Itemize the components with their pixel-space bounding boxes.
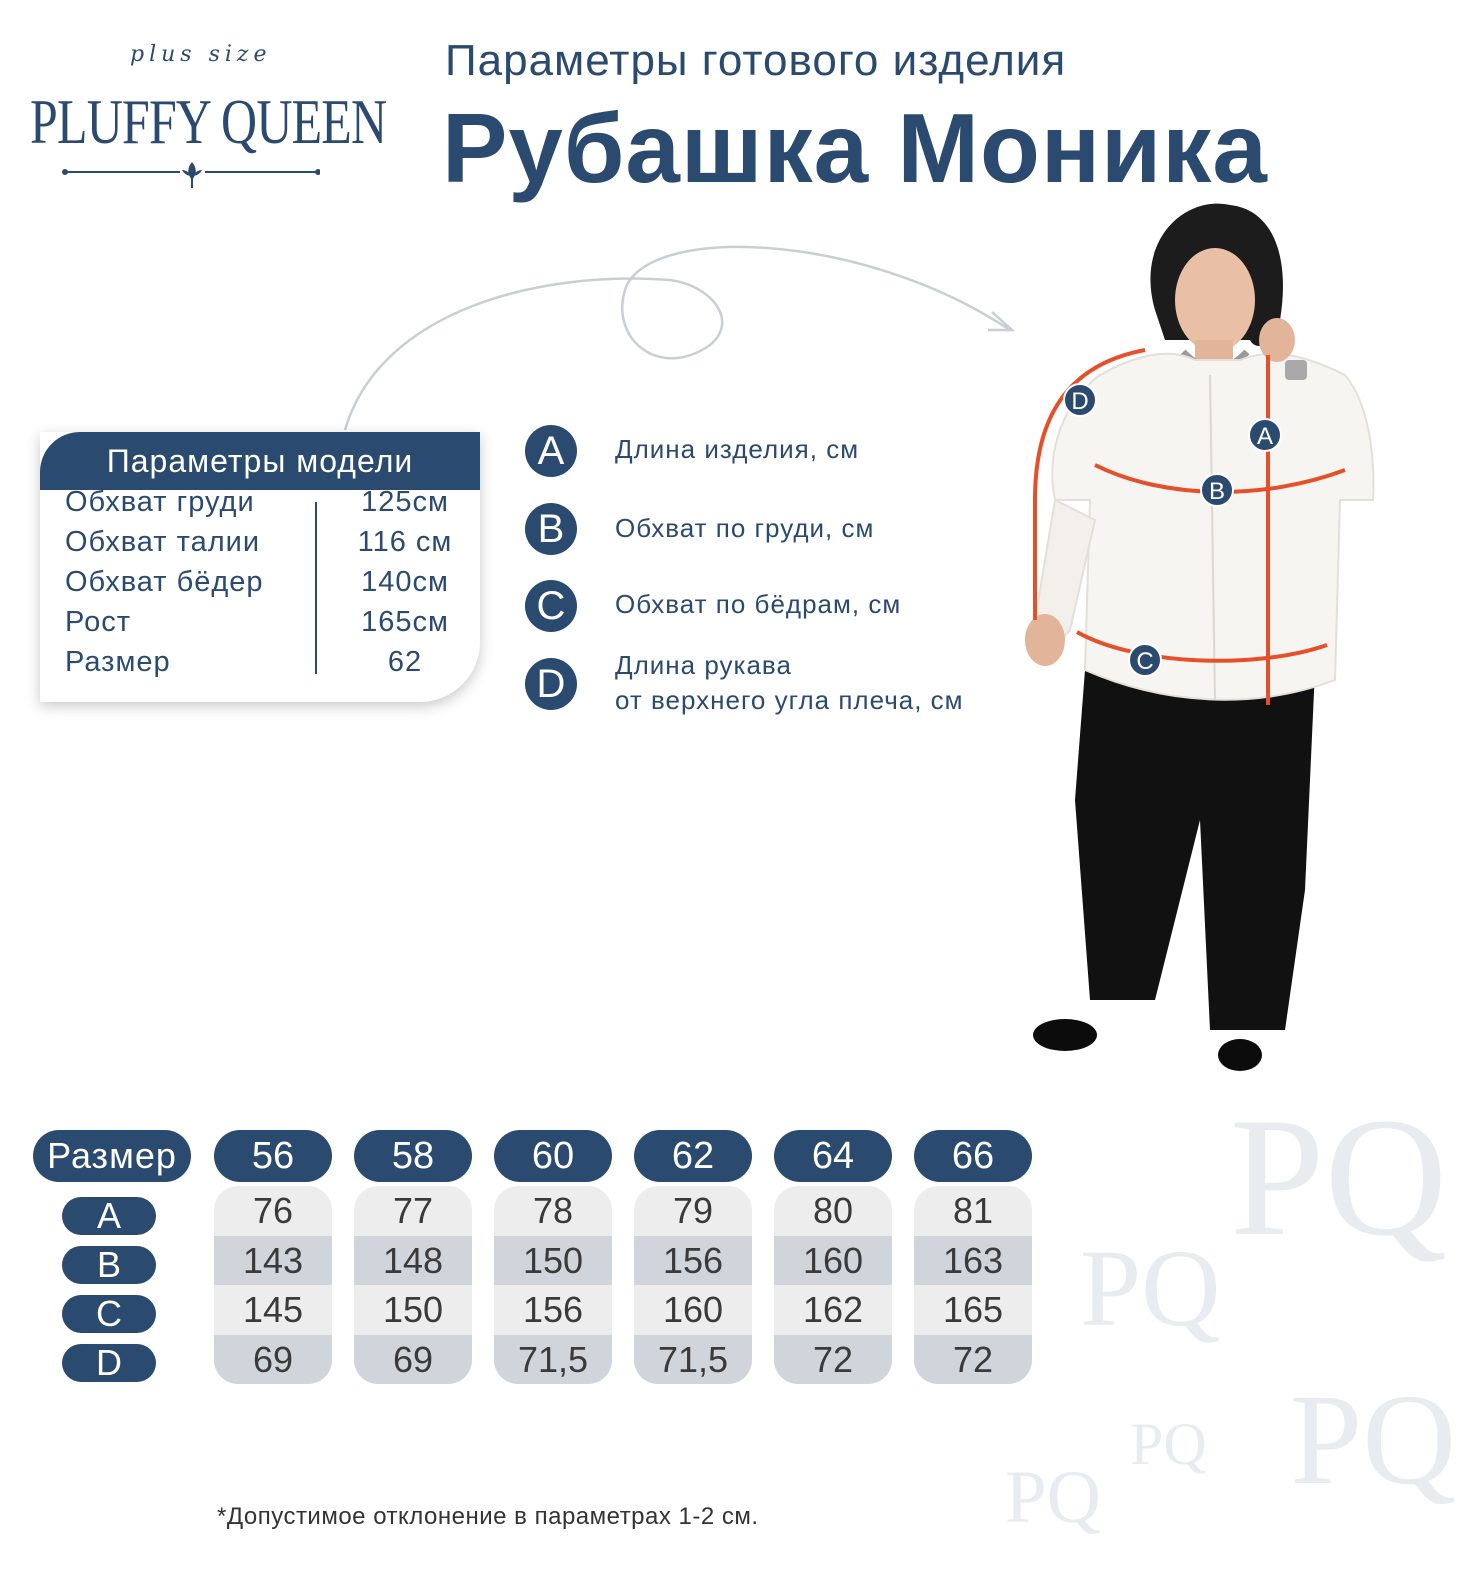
size-header-58: 58: [354, 1130, 472, 1182]
table-cell: 150: [354, 1285, 472, 1335]
model-param-label: Обхват талии: [65, 526, 261, 558]
model-param-value: 62: [387, 646, 423, 678]
model-param-value: 125см: [361, 486, 449, 518]
model-param-value: 116 см: [357, 526, 453, 558]
model-param-value: 165см: [361, 606, 449, 638]
model-param-row: [65, 646, 455, 686]
logo-tagline: plus size: [130, 42, 272, 67]
table-cell: 78: [494, 1186, 612, 1236]
watch-shape: [1285, 360, 1307, 380]
model-figure: [1015, 200, 1435, 1100]
size-header-56: 56: [214, 1130, 332, 1182]
model-param-row: [65, 606, 455, 646]
right-hand-shape: [1259, 318, 1295, 362]
legend-badge-d: D: [525, 658, 577, 710]
table-cell: 148: [354, 1236, 472, 1286]
logo-brand-name: PLUFFY QUEEN: [30, 86, 387, 157]
table-cell: 156: [494, 1285, 612, 1335]
table-cell: 160: [634, 1285, 752, 1335]
table-cell: 143: [214, 1236, 332, 1286]
table-cell: 76: [214, 1186, 332, 1236]
model-param-row: [65, 526, 455, 566]
page-subtitle: Параметры готового изделия: [445, 36, 1067, 85]
table-cell: 72: [774, 1335, 892, 1385]
table-cell: 163: [914, 1236, 1032, 1286]
table-cell: 165: [914, 1285, 1032, 1335]
page-title: Рубашка Моника: [442, 93, 1268, 203]
figure-label-b: B: [1208, 478, 1226, 505]
table-cell: 160: [774, 1236, 892, 1286]
row-label-c: C: [62, 1295, 156, 1333]
table-cell: 71,5: [634, 1335, 752, 1385]
watermark-logo: PQ: [1290, 1368, 1457, 1512]
table-cell: 77: [354, 1186, 472, 1236]
table-cell: 156: [634, 1236, 752, 1286]
model-param-label: Обхват бёдер: [65, 566, 264, 598]
size-column: [914, 1186, 1032, 1384]
model-param-row: [65, 566, 455, 606]
model-param-label: Размер: [65, 646, 171, 678]
legend-text-d: Длина рукава: [615, 650, 792, 680]
size-column: [494, 1186, 612, 1384]
size-header-label: Размер: [33, 1130, 191, 1182]
size-column: [214, 1186, 332, 1384]
legend-text-c: Обхват по бёдрам, см: [615, 589, 902, 619]
model-param-label: Обхват груди: [65, 486, 255, 518]
right-shoe-shape: [1218, 1039, 1262, 1071]
decorative-arrow-icon: [340, 230, 1040, 440]
figure-label-d: D: [1071, 388, 1089, 415]
legend-badge-c: C: [525, 580, 577, 632]
row-label-a: A: [62, 1197, 156, 1235]
table-cell: 72: [914, 1335, 1032, 1385]
size-column: [634, 1186, 752, 1384]
model-params-card: [40, 432, 480, 702]
size-column: [354, 1186, 472, 1384]
size-header-66: 66: [914, 1130, 1032, 1182]
pants-shape: [1075, 670, 1315, 1030]
table-cell: 150: [494, 1236, 612, 1286]
size-header-62: 62: [634, 1130, 752, 1182]
model-params-heading: Параметры модели: [40, 432, 480, 490]
size-column: [774, 1186, 892, 1384]
legend-badge-b: B: [525, 503, 577, 555]
legend-text-a: Длина изделия, см: [615, 434, 860, 464]
row-label-d: D: [62, 1344, 156, 1382]
logo-ornament-icon: [60, 160, 320, 190]
size-header-64: 64: [774, 1130, 892, 1182]
face-shape: [1175, 248, 1255, 352]
watermark-logo: PQ: [1005, 1456, 1101, 1539]
brand-logo: [30, 30, 387, 190]
legend-text-d-line2: от верхнего угла плеча, см: [615, 685, 964, 715]
table-cell: 69: [214, 1335, 332, 1385]
table-cell: 69: [354, 1335, 472, 1385]
table-cell: 81: [914, 1186, 1032, 1236]
watermark-logo: PQ: [1080, 1227, 1221, 1349]
legend-text-b: Обхват по груди, см: [615, 513, 875, 543]
watermark-logo: PQ: [1130, 1411, 1207, 1477]
figure-label-a: A: [1256, 423, 1274, 450]
left-hand-shape: [1025, 614, 1065, 666]
left-shoe-shape: [1033, 1019, 1097, 1051]
watermark-logo: PQ: [1230, 1083, 1448, 1271]
figure-label-c: C: [1136, 648, 1154, 675]
table-cell: 162: [774, 1285, 892, 1335]
row-label-b: B: [62, 1246, 156, 1284]
table-cell: 145: [214, 1285, 332, 1335]
table-cell: 80: [774, 1186, 892, 1236]
tolerance-note: *Допустимое отклонение в параметрах 1-2 см.: [217, 1503, 759, 1530]
table-cell: 79: [634, 1186, 752, 1236]
table-cell: 71,5: [494, 1335, 612, 1385]
size-header-60: 60: [494, 1130, 612, 1182]
model-param-label: Рост: [65, 606, 131, 638]
model-param-value: 140см: [361, 566, 449, 598]
model-param-row: [65, 486, 455, 526]
legend-badge-a: A: [525, 425, 577, 477]
